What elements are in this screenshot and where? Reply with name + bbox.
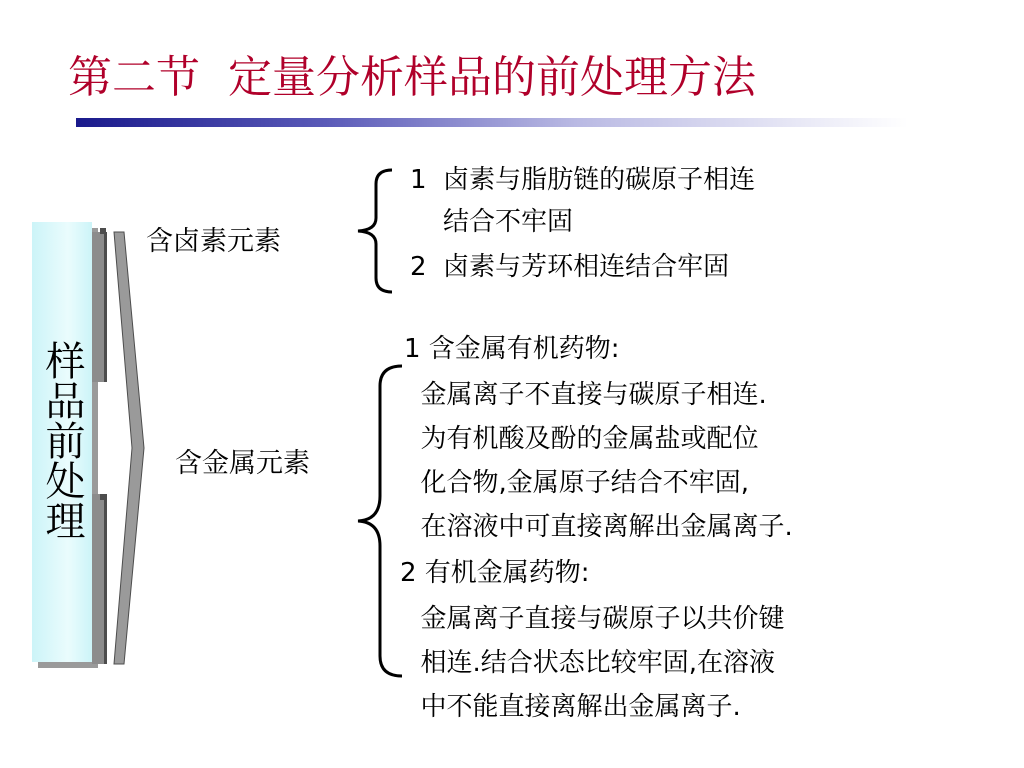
halogen-item-2: 2 卤素与芳环相连结合牢固 — [410, 252, 730, 282]
metal-item-2-line-1: 金属离子直接与碳原子以共价键 — [404, 604, 785, 634]
side-label-box — [32, 222, 92, 662]
metal-item-1-line-4: 在溶液中可直接离解出金属离子. — [404, 512, 793, 542]
metal-item-2: 2 有机金属药物: — [400, 558, 590, 588]
side-label: 样品前处理 — [39, 340, 85, 540]
slide-title: 第二节 定量分析样品的前处理方法 — [68, 52, 756, 103]
metal-item-1-line-1: 金属离子不直接与碳原子相连. — [404, 380, 767, 410]
bracket-cap-bottom-icon — [100, 494, 106, 500]
metal-item-1-line-2: 为有机酸及酚的金属盐或配位 — [404, 424, 759, 454]
metal-item-1-line-3: 化合物,金属原子结合不牢固, — [404, 468, 750, 498]
curly-brace-icon — [352, 362, 408, 680]
bracket-bar-bottom-icon — [92, 494, 104, 664]
category-halogen: 含卤素元素 — [146, 226, 281, 257]
chevron-arrow-icon — [110, 228, 150, 668]
bracket-cap-top-icon — [100, 228, 106, 234]
bracket-bar-top-icon — [92, 232, 104, 382]
metal-item-2-line-2: 相连.结合状态比较牢固,在溶液 — [404, 648, 776, 678]
halogen-item-1: 1 卤素与脂肪链的碳原子相连 — [410, 165, 756, 195]
category-metal: 含金属元素 — [175, 448, 310, 479]
halogen-item-1-cont: 结合不牢固 — [410, 207, 574, 237]
metal-item-1: 1 含金属有机药物: — [404, 334, 620, 364]
curly-brace-icon — [352, 166, 396, 296]
metal-item-2-line-3: 中不能直接离解出金属离子. — [404, 692, 741, 722]
title-underline — [76, 118, 908, 127]
